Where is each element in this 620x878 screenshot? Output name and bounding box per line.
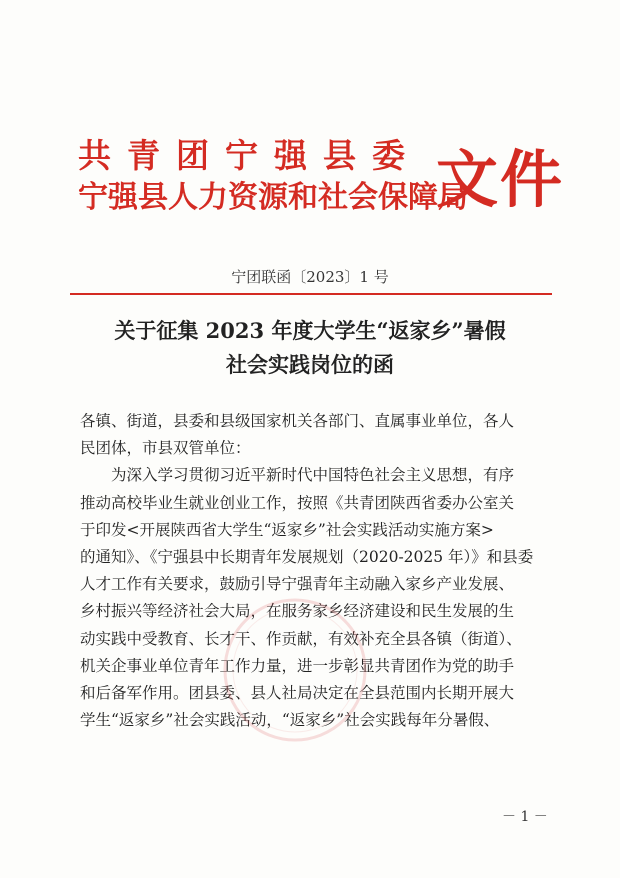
issuer-name-hr-bureau: 宁强县人力资源和社会保障局 [78, 180, 468, 215]
body-line-7: 动实践中受教育、长才干、作贡献，有效补充全县各镇（街道）、 [80, 629, 522, 648]
body-line-5: 人才工作有关要求，鼓励引导宁强青年主动融入家乡产业发展、 [80, 575, 515, 594]
title-line-1: 关于征集 2023 年度大学生“返家乡”暑假 [114, 318, 506, 343]
salutation-line-2: 民团体，市县双管单位： [80, 439, 251, 458]
body-line-3: 于印发<开展陕西省大学生“返家乡”社会实践活动实施方案> [80, 520, 494, 539]
body-line-1: 为深入学习贯彻习近平新时代中国特色社会主义思想，有序 [111, 466, 515, 485]
document-title [0, 314, 620, 382]
salutation-line-1: 各镇、街道，县委和县级国家机关各部门、直属事业单位，各人 [80, 412, 515, 430]
page-number: － 1 － [502, 809, 548, 825]
body-line-2: 推动高校毕业生就业创业工作，按照《共青团陕西省委办公室关 [80, 493, 515, 512]
issuer-name-youth-league: 共青团宁强县委 [78, 136, 421, 175]
issuer-block [78, 136, 468, 218]
document-body [80, 408, 550, 734]
document-type-label: 文件 [436, 143, 565, 216]
body-line-10: 学生“返家乡”社会实践活动，“返家乡”社会实践每年分暑假、 [80, 711, 500, 730]
document-number: 宁团联函〔2023〕1 号 [231, 268, 389, 286]
header-red-rule [70, 293, 552, 295]
body-line-9: 和后备军作用。团县委、县人社局决定在全县范围内长期开展大 [80, 684, 515, 703]
body-line-4: 的通知》、《宁强县中长期青年发展规划（2020-2025 年）》和县委 [80, 548, 534, 567]
title-line-2: 社会实践岗位的函 [226, 352, 394, 377]
body-line-8: 机关企事业单位青年工作力量，进一步彰显共青团作为党的助手 [80, 656, 515, 675]
body-line-6: 乡村振兴等经济社会大局，在服务家乡经济建设和民生发展的生 [80, 602, 515, 621]
